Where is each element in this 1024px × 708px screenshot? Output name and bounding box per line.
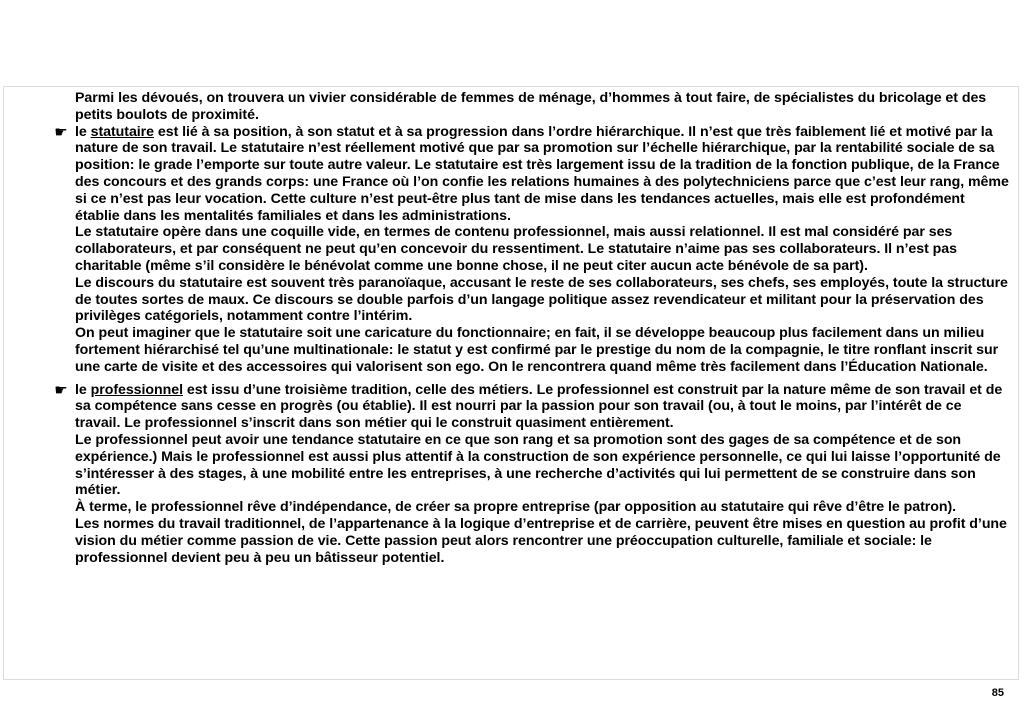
statutaire-paragraph-1 xyxy=(75,124,1009,225)
statutaire-paragraph-3: Le discours du statutaire est souvent très paranoïaque, accusant le reste de ses collaborateurs, ses chefs, ses employés, toute la structure de toutes sortes de maux. Ce discours se double parfois d’un langage politique assez revendicateur et militant pour la préservation des privilèges catégoriels, notamment contre l’intérim. xyxy=(75,274,1008,325)
document-body xyxy=(54,90,1009,566)
statutaire-lead: le xyxy=(75,123,91,140)
pointing-hand-icon: ☛ xyxy=(54,381,68,399)
statutaire-term: statutaire xyxy=(90,123,154,140)
professionnel-paragraph-2: Le professionnel peut avoir une tendance statutaire en ce que son rang et sa promotion sont des gages de sa compétence et de son expérience.) Mais le professionnel est aussi plus attentif à la construction de son expérience personnelle, ce qui lui laisse l’opportunité de s’intéresser à des stages, à une mobilité entre les entreprises, à une recherche d’activités qui lui permettent de se construire dans son métier. xyxy=(75,431,1001,499)
statutaire-paragraph-2: Le statutaire opère dans une coquille vide, en termes de contenu professionnel, mais aussi relationnel. Il est mal considéré par ses collaborateurs, et par conséquent ne peut qu’en concevoir du ressentiment. Le statutaire n’aime pas ses collaborateurs. Il n’est pas charitable (même s’il considère le bénévolat comme une bonne chose, il ne peut citer aucun acte bénévole de sa part). xyxy=(75,224,957,274)
professionnel-paragraph-1 xyxy=(75,382,1009,432)
professionnel-term: professionnel xyxy=(90,381,183,398)
statutaire-paragraph-4: On peut imaginer que le statutaire soit une caricature du fonctionnaire; en fait, il se développe beaucoup plus facilement dans un milieu fortement hiérarchisé tel qu’une multinationale: le statut y est confirmé par le prestige du nom de la compagnie, le titre ronflant inscrit sur une carte de visite et des accessoires qui valorisent son ego. On le rencontrera quand même très facilement dans l’Éducation Nationale. xyxy=(75,325,999,375)
statutaire-text-1: est lié à sa position, à son statut et à sa progression dans l’ordre hiérarchique. Il n’est que très faiblement lié et motivé par la nature de son travail. Le statutaire n’est réellement motivé que par sa promotion sur l’échelle hiérarchique, par la rentabilité sociale de sa position: le grade l’emporte sur toute autre valeur. Le statutaire est très largement issu de la tradition de la fonction publique, de la France des concours et des grands corps: une France où l’on confie les relations humaines à des polytechniciens parce que c’est leur rang, même si ce n’est pas leur vocation. Cette culture n’est peut-être plus tant de mise dans les tendances actuelles, mais elle est profondément établie dans les mentalités familiales et dans les administrations. xyxy=(75,123,1009,224)
professionnel-section xyxy=(54,381,1009,567)
professionnel-paragraph-3: À terme, le professionnel rêve d’indépendance, de créer sa propre entreprise (par opposition au statutaire qui rêve d’être le patron). xyxy=(75,499,957,516)
page-number: 85 xyxy=(991,687,1004,699)
professionnel-lead: le xyxy=(75,381,91,398)
professionnel-text-1: est issu d’une troisième tradition, celle des métiers. Le professionnel est construit par la nature même de son travail et de sa compétence sans cesse en progrès (ou établie). Il est nourri par la passion pour son travail (ou, à tout le moins, par l’intérêt de ce travail. Le professionnel s’inscrit dans son métier qui le construit quasiment entièrement. xyxy=(75,381,1003,432)
intro-paragraph: Parmi les dévoués, on trouvera un vivier considérable de femmes de ménage, d’hommes à tout faire, de spécialistes du bricolage et des petits boulots de proximité. xyxy=(75,90,987,123)
professionnel-paragraph-4: Les normes du travail traditionnel, de l’appartenance à la logique d’entreprise et de carrière, peuvent être mises en question au profit d’une vision du métier comme passion de vie. Cette passion peut alors rencontrer une préoccupation culturelle, familiale et sociale: le professionnel devient peu à peu un bâtisseur potentiel. xyxy=(75,515,1007,566)
pointing-hand-icon: ☛ xyxy=(54,123,68,141)
statutaire-section xyxy=(54,123,1009,376)
